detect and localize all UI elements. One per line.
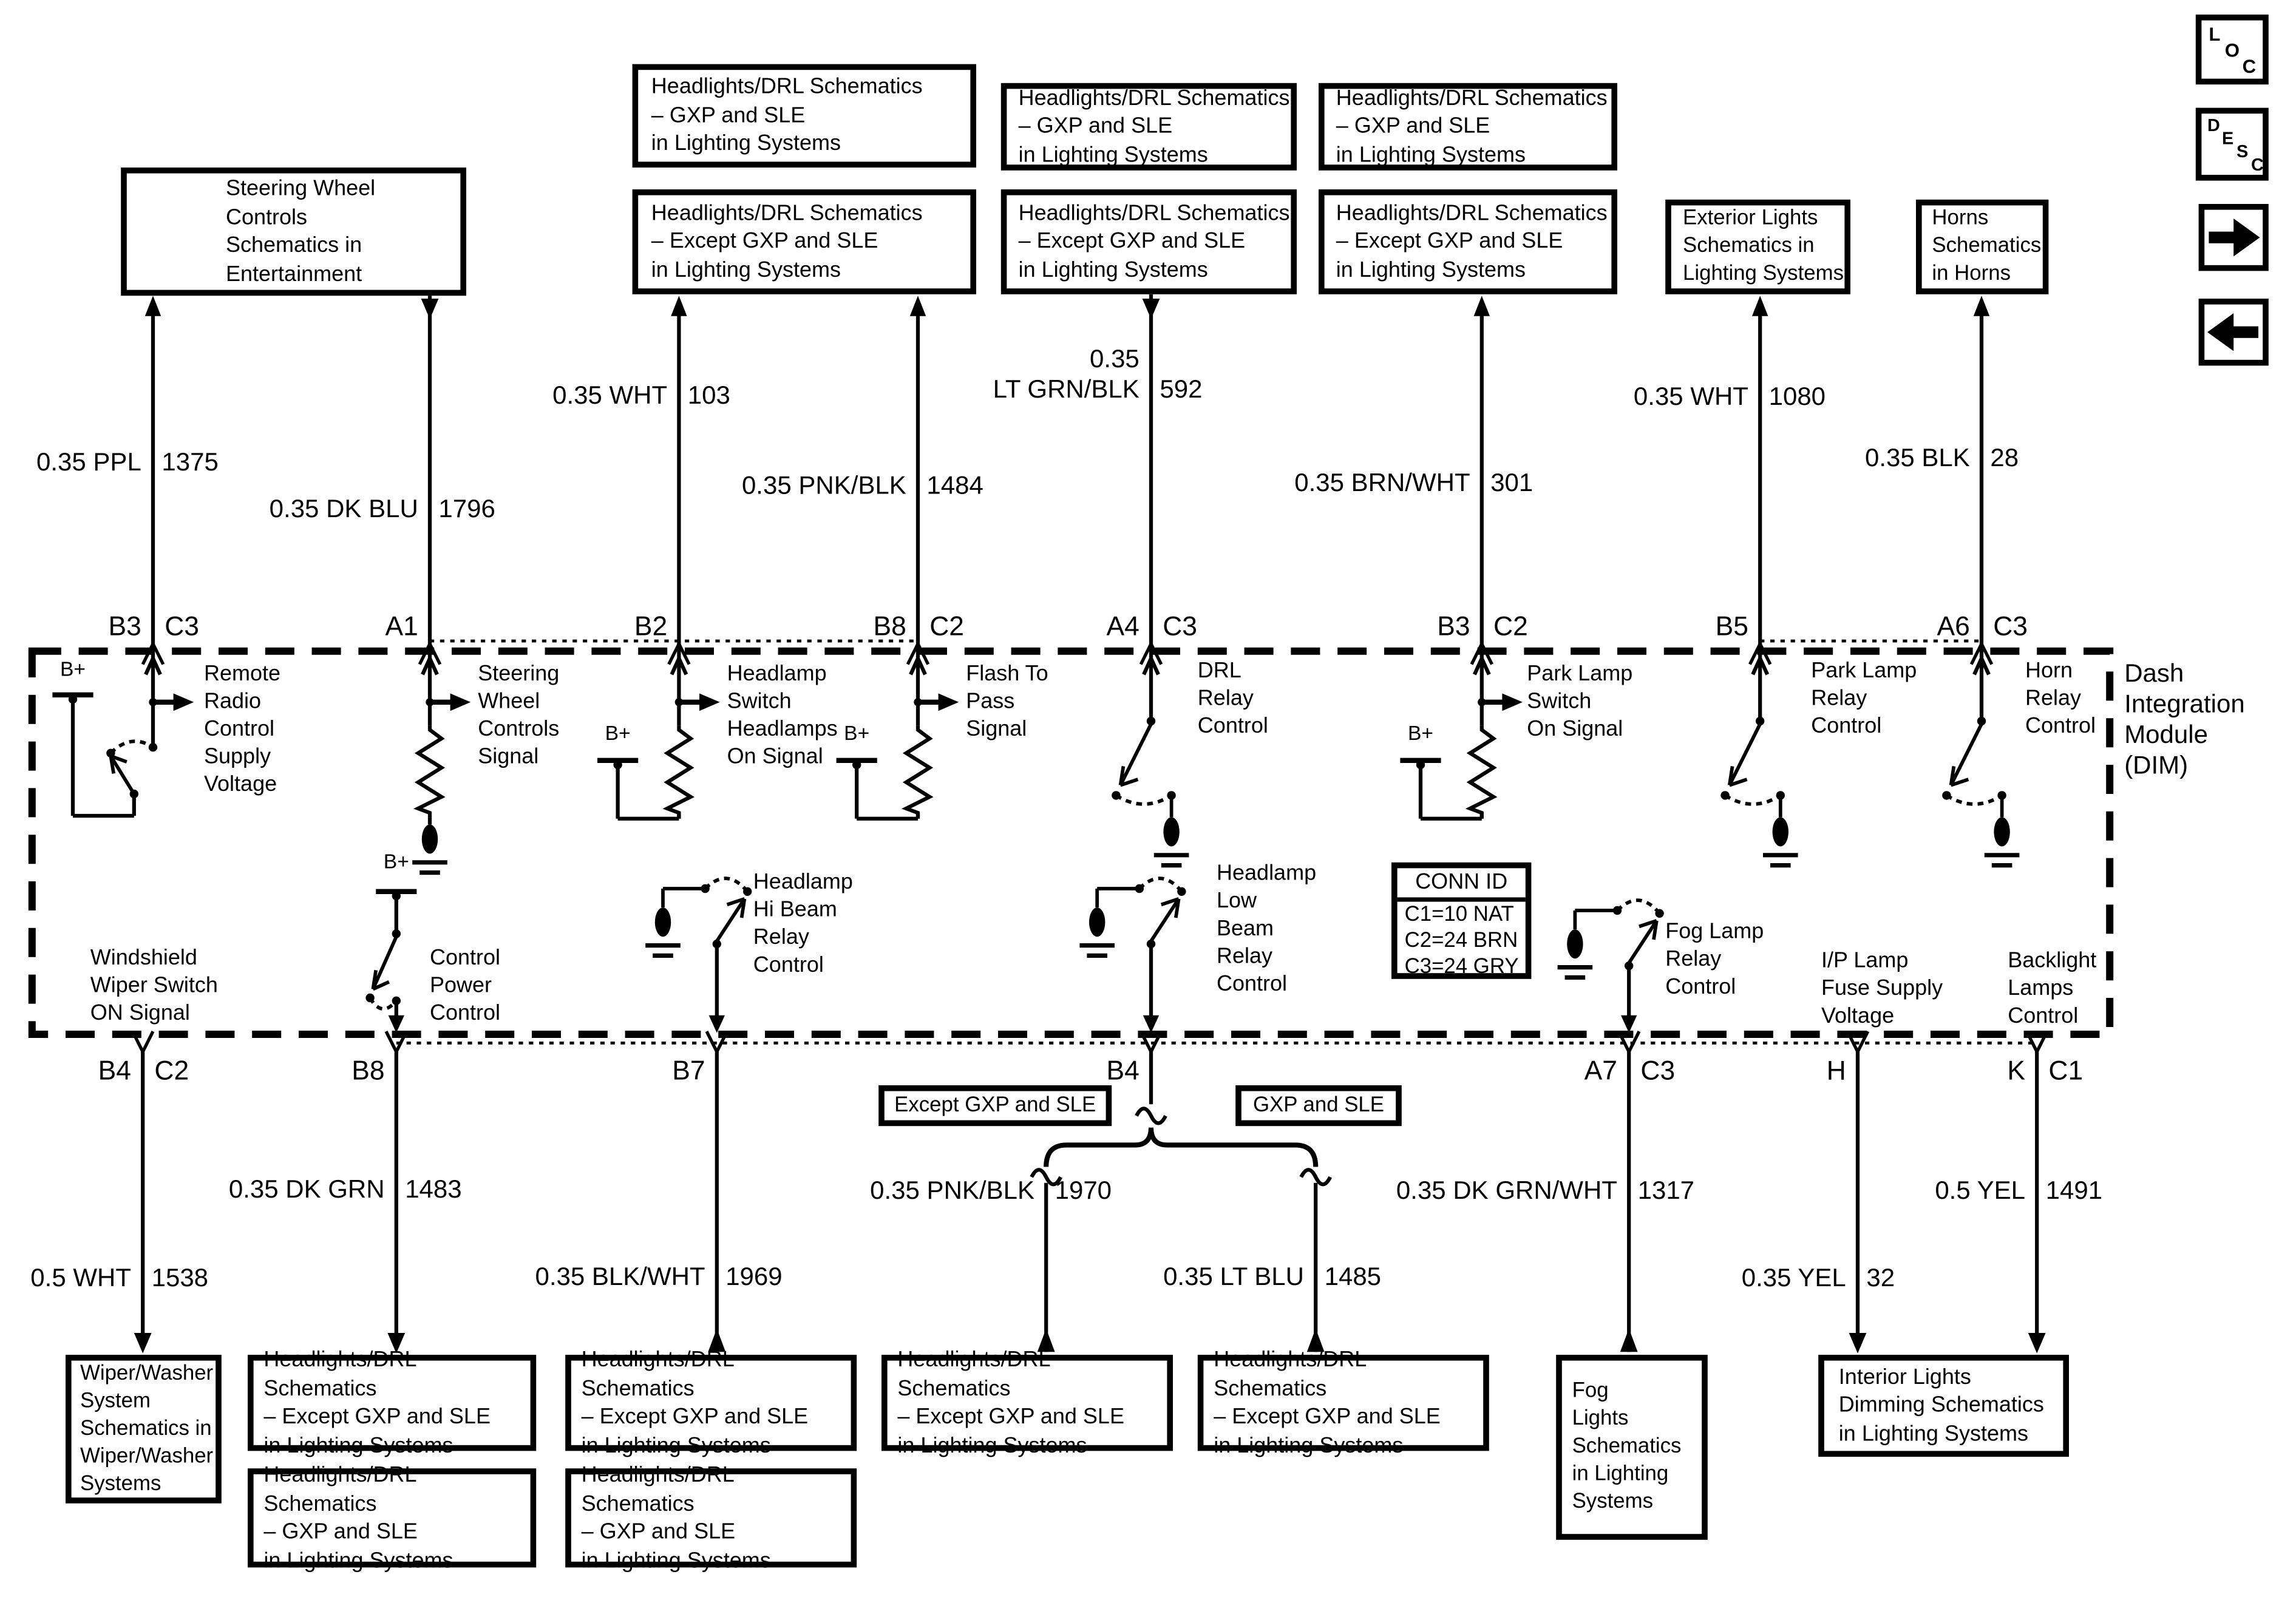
conn-id-legend: CONN ID C1=10 NAT C2=24 BRN C3=24 GRY bbox=[1391, 863, 1531, 979]
conn-id-title: CONN ID bbox=[1398, 868, 1526, 901]
circuit-number: 1538 bbox=[151, 1263, 209, 1292]
signal-label: DRL Relay Control bbox=[1197, 658, 1268, 739]
connector-label: C3 bbox=[1163, 610, 1197, 641]
ref-headlights-except-3[interactable]: Headlights/DRL Schematics – Except GXP and SLE in Lighting Systems bbox=[1319, 189, 1617, 294]
signal-label: Park Lamp Switch On Signal bbox=[1527, 661, 1633, 742]
wire-label: 0.35 BLK bbox=[1865, 442, 1970, 472]
pin-label: B8 bbox=[873, 610, 906, 641]
ref-steering-wheel-controls[interactable]: Steering Wheel Controls Schematics in Entertainment bbox=[121, 168, 466, 296]
pin-label: B3 bbox=[108, 610, 141, 641]
signal-label: Steering Wheel Controls Signal bbox=[478, 661, 560, 770]
circuit-number: 592 bbox=[1160, 374, 1203, 404]
wire-wht-103 bbox=[671, 296, 719, 725]
circuit-number: 1485 bbox=[1324, 1261, 1382, 1291]
ref-headlights-gxp-3[interactable]: Headlights/DRL Schematics – GXP and SLE in Lighting Systems bbox=[1319, 83, 1617, 171]
ref-headlights-gxp-1[interactable]: Headlights/DRL Schematics – GXP and SLE in Lighting Systems bbox=[633, 64, 976, 168]
circuit-number: 1491 bbox=[2045, 1175, 2103, 1205]
wire-brnwht-301 bbox=[1474, 296, 1523, 725]
dim-module-label: Dash Integration Module (DIM) bbox=[2124, 658, 2245, 779]
wire-label: 0.35 BRN/WHT bbox=[1294, 467, 1470, 497]
signal-label: Windshield Wiper Switch ON Signal bbox=[90, 945, 218, 1026]
horn-relay-switch-icon bbox=[1942, 717, 2019, 866]
prev-page-button[interactable] bbox=[2199, 299, 2269, 365]
signal-label: Control Power Control bbox=[430, 945, 501, 1026]
pin-label: H bbox=[1826, 1054, 1846, 1086]
pin-label: A4 bbox=[1106, 610, 1140, 641]
pin-label: B8 bbox=[352, 1054, 385, 1086]
variant-tag-except-gxp-sle: Except GXP and SLE bbox=[878, 1085, 1112, 1126]
ref-interior-lights-dimming[interactable]: Interior Lights Dimming Schematics in Lighting Systems bbox=[1818, 1355, 2069, 1457]
wire-label: 0.35 DK GRN/WHT bbox=[1396, 1175, 1617, 1205]
wire-ppl-1375 bbox=[145, 296, 194, 747]
park-lamp-relay-switch-icon bbox=[1720, 717, 1798, 866]
circuit-number: 1969 bbox=[725, 1261, 783, 1291]
fog-lamp-relay-switch-icon bbox=[1558, 900, 1664, 1032]
pin-label: K bbox=[2007, 1054, 2026, 1086]
wire-wht-1538 bbox=[134, 1052, 152, 1354]
signal-label: Backlight Lamps Control bbox=[2008, 948, 2097, 1029]
connector-label: C3 bbox=[1640, 1054, 1676, 1086]
ref-headlights-except-1[interactable]: Headlights/DRL Schematics – Except GXP and SLE in Lighting Systems bbox=[633, 189, 976, 294]
ref-headlights-gxp-4[interactable]: Headlights/DRL Schematics – GXP and SLE in Lighting Systems bbox=[248, 1468, 536, 1567]
variant-tag-gxp-sle: GXP and SLE bbox=[1235, 1085, 1402, 1126]
connector-label: C3 bbox=[165, 610, 199, 641]
wire-pnkblk-1484 bbox=[910, 296, 959, 725]
pin-label: B5 bbox=[1715, 610, 1748, 641]
connector-label: C1 bbox=[2048, 1054, 2084, 1086]
wire-label: 0.35 bbox=[1090, 344, 1140, 373]
pin-label: A1 bbox=[385, 610, 418, 641]
circuit-number: 32 bbox=[1866, 1263, 1895, 1292]
loc-button[interactable]: L O C bbox=[2196, 15, 2269, 84]
circuit-number: 301 bbox=[1490, 467, 1533, 497]
wire-label: LT GRN/BLK bbox=[993, 374, 1140, 404]
signal-label: Headlamp Switch Headlamps On Signal bbox=[727, 661, 838, 770]
b-plus-label: B+ bbox=[844, 721, 870, 745]
ref-fog-lights[interactable]: Fog Lights Schematics in Lighting Systems bbox=[1556, 1355, 1708, 1540]
ref-headlights-except-7[interactable]: Headlights/DRL Schematics – Except GXP and SLE in Lighting Systems bbox=[1198, 1355, 1489, 1451]
next-page-button[interactable] bbox=[2199, 204, 2269, 271]
signal-label: Flash To Pass Signal bbox=[966, 661, 1048, 742]
circuit-number: 1796 bbox=[438, 493, 495, 523]
b-plus-label: B+ bbox=[59, 657, 86, 680]
wire-label: 0.35 PNK/BLK bbox=[870, 1175, 1035, 1205]
wire-label: 0.35 DK BLU bbox=[269, 493, 418, 523]
b-plus-label: B+ bbox=[1407, 721, 1434, 745]
wire-label: 0.5 WHT bbox=[30, 1263, 132, 1292]
drl-relay-switch-icon bbox=[1112, 717, 1189, 866]
pin-label: B4 bbox=[98, 1054, 132, 1086]
signal-label: Park Lamp Relay Control bbox=[1811, 658, 1917, 739]
pin-label: B3 bbox=[1437, 610, 1470, 641]
steering-signal-resistor-icon bbox=[412, 725, 447, 872]
wire-label: 0.35 YEL bbox=[1741, 1263, 1846, 1292]
circuit-number: 1483 bbox=[405, 1174, 462, 1204]
circuit-number: 1080 bbox=[1768, 381, 1826, 411]
arrow-left-icon bbox=[2204, 305, 2263, 360]
wire-yel-32 bbox=[1849, 1052, 1867, 1354]
ref-exterior-lights[interactable]: Exterior Lights Schematics in Lighting Systems bbox=[1665, 200, 1850, 294]
hi-beam-relay-switch-icon bbox=[645, 878, 752, 1032]
connector-label: C2 bbox=[1493, 610, 1528, 641]
ref-headlights-gxp-5[interactable]: Headlights/DRL Schematics – GXP and SLE in Lighting Systems bbox=[565, 1468, 857, 1567]
circuit-number: 28 bbox=[1990, 442, 2019, 472]
wire-yel-1491 bbox=[2028, 1052, 2046, 1354]
circuit-number: 1970 bbox=[1055, 1175, 1112, 1205]
wire-label: 0.5 YEL bbox=[1935, 1175, 2026, 1205]
b-plus-label: B+ bbox=[383, 849, 409, 873]
wire-label: 0.35 WHT bbox=[552, 380, 668, 410]
dim-module-border bbox=[32, 651, 2110, 1034]
circuit-number: 1317 bbox=[1637, 1175, 1695, 1205]
wire-label: 0.35 BLK/WHT bbox=[535, 1261, 705, 1291]
signal-label: Headlamp Hi Beam Relay Control bbox=[753, 869, 853, 978]
ref-headlights-except-5[interactable]: Headlights/DRL Schematics – Except GXP and SLE in Lighting Systems bbox=[565, 1355, 857, 1451]
connector-label: C2 bbox=[154, 1054, 189, 1086]
ref-headlights-except-6[interactable]: Headlights/DRL Schematics – Except GXP and SLE in Lighting Systems bbox=[881, 1355, 1173, 1451]
pin-label: B2 bbox=[634, 610, 668, 641]
connector-label: C3 bbox=[1993, 610, 2028, 641]
signal-label: Fog Lamp Relay Control bbox=[1665, 919, 1764, 1000]
pin-label: A7 bbox=[1584, 1054, 1617, 1086]
circuit-number: 1484 bbox=[926, 470, 983, 500]
connector-label: C2 bbox=[929, 610, 964, 641]
wire-dkgrn-1483 bbox=[387, 1052, 405, 1354]
signal-label: Headlamp Low Beam Relay Control bbox=[1217, 861, 1317, 997]
circuit-number: 103 bbox=[687, 380, 730, 410]
arrow-right-icon bbox=[2204, 210, 2263, 265]
control-power-switch-icon bbox=[365, 892, 416, 1033]
ref-headlights-except-4[interactable]: Headlights/DRL Schematics – Except GXP and SLE in Lighting Systems bbox=[248, 1355, 536, 1451]
ref-horns[interactable]: Horns Schematics in Horns bbox=[1916, 200, 2048, 294]
ref-headlights-except-2[interactable]: Headlights/DRL Schematics – Except GXP and SLE in Lighting Systems bbox=[1001, 189, 1297, 294]
signal-label: Remote Radio Control Supply Voltage bbox=[204, 661, 281, 797]
wire-dkgrnwht-1317 bbox=[1620, 1052, 1638, 1352]
pin-label: B7 bbox=[672, 1054, 705, 1086]
signal-label: Horn Relay Control bbox=[2025, 658, 2096, 739]
wire-label: 0.35 DK GRN bbox=[228, 1174, 385, 1204]
wire-label: 0.35 WHT bbox=[1633, 381, 1748, 411]
wire-label: 0.35 PPL bbox=[36, 447, 141, 476]
circuit-number: 1375 bbox=[161, 447, 219, 476]
desc-button[interactable]: D E S C bbox=[2196, 108, 2269, 181]
wire-label: 0.35 LT BLU bbox=[1163, 1261, 1304, 1291]
b-plus-label: B+ bbox=[605, 721, 631, 745]
low-beam-relay-switch-icon bbox=[1079, 878, 1186, 1032]
ref-headlights-gxp-2[interactable]: Headlights/DRL Schematics – GXP and SLE in Lighting Systems bbox=[1001, 83, 1297, 171]
signal-label: I/P Lamp Fuse Supply Voltage bbox=[1821, 948, 1943, 1029]
pin-label: B4 bbox=[1106, 1054, 1140, 1086]
ref-wiper-washer[interactable]: Wiper/Washer System Schematics in Wiper/Washer Systems bbox=[66, 1355, 222, 1503]
remote-radio-switch-icon bbox=[52, 695, 157, 816]
wire-blkwht-1969 bbox=[708, 1052, 725, 1352]
pin-label: A6 bbox=[1937, 610, 1970, 641]
wire-label: 0.35 PNK/BLK bbox=[741, 470, 906, 500]
